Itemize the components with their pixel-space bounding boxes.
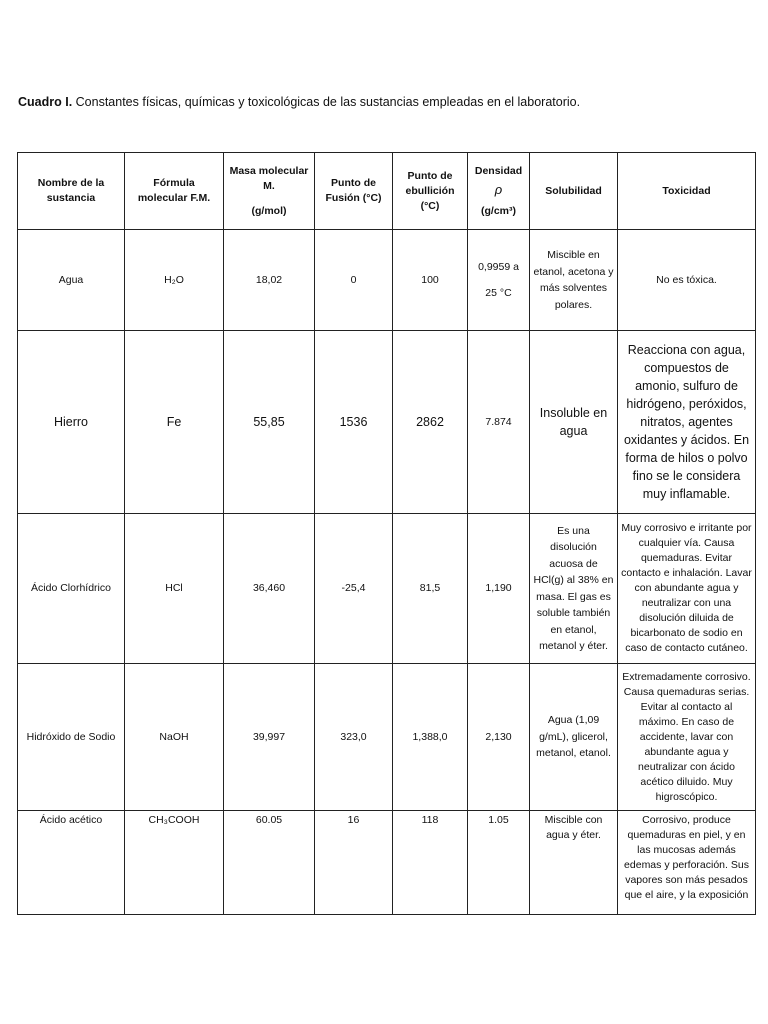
cell-toxicidad: Reacciona con agua, compuestos de amonio, sulfuro de hidrógeno, peróxidos, nitratos, agentes oxidantes y ácidos. En forma de hilos o polvo fino se le considera muy inflamable. — [618, 331, 756, 514]
table-row-acido-clorhidrico — [18, 514, 756, 664]
table-caption — [18, 94, 758, 110]
cell-ebullicion: 100 — [393, 230, 468, 331]
header-nombre: Nombre de la sustancia — [18, 153, 125, 230]
table-row-agua — [18, 230, 756, 331]
cell-densidad: 1.05 — [468, 811, 530, 915]
cell-masa: 55,85 — [224, 331, 315, 514]
cell-fusion: -25,4 — [315, 514, 393, 664]
cell-ebullicion: 118 — [393, 811, 468, 915]
cell-masa: 36,460 — [224, 514, 315, 664]
header-ebullicion: Punto de ebullición (°C) — [393, 153, 468, 230]
cell-solubilidad: Insoluble en agua — [530, 331, 618, 514]
cell-toxicidad: Extremadamente corrosivo. Causa quemaduras serias. Evitar al contacto al máximo. En caso de accidente, lavar con abundante agua y neutralizar con ácido acético diluido. Muy higroscópico. — [618, 664, 756, 811]
header-toxicidad: Toxicidad — [618, 153, 756, 230]
cell-formula: Fe — [125, 331, 224, 514]
cell-densidad-temp: 25 °C — [485, 286, 512, 299]
cell-densidad-value: 0,9959 a — [478, 261, 519, 273]
cell-formula: H₂O — [125, 230, 224, 331]
cell-fusion: 323,0 — [315, 664, 393, 811]
header-densidad — [468, 153, 530, 230]
header-fusion: Punto de Fusión (°C) — [315, 153, 393, 230]
cell-nombre: Hidróxido de Sodio — [18, 664, 125, 811]
header-densidad-label: Densidad — [474, 164, 523, 177]
cell-masa: 18,02 — [224, 230, 315, 331]
cell-nombre: Ácido acético — [18, 811, 125, 915]
header-row — [18, 153, 756, 230]
caption-label: Cuadro I. — [18, 95, 73, 109]
cell-toxicidad: Corrosivo, produce quemaduras en piel, y en las mucosas además edemas y perforación. Sus vapores son más pesados que el aire, y la exposición — [618, 811, 756, 915]
header-solubilidad: Solubilidad — [530, 153, 618, 230]
cell-solubilidad: Miscible con agua y éter. — [530, 811, 618, 915]
cell-nombre: Agua — [18, 230, 125, 331]
cell-densidad: 2,130 — [468, 664, 530, 811]
cell-ebullicion: 2862 — [393, 331, 468, 514]
cell-ebullicion: 1,388,0 — [393, 664, 468, 811]
table-row-hidroxido-de-sodio — [18, 664, 756, 811]
rho-symbol: ρ — [494, 181, 503, 197]
header-masa — [224, 153, 315, 230]
cell-fusion: 1536 — [315, 331, 393, 514]
cell-masa: 60.05 — [224, 811, 315, 915]
cell-nombre: Ácido Clorhídrico — [18, 514, 125, 664]
cell-solubilidad: Miscible en etanol, acetona y más solventes polares. — [530, 230, 618, 331]
cell-solubilidad: Agua (1,09 g/mL), glicerol, metanol, etanol. — [530, 664, 618, 811]
cell-formula: HCl — [125, 514, 224, 664]
header-masa-label: Masa molecular M. — [229, 164, 309, 192]
cell-solubilidad: Es una disolución acuosa de HCl(g) al 38% en masa. El gas es soluble también en etanol, metanol y éter. — [530, 514, 618, 664]
cell-fusion: 0 — [315, 230, 393, 331]
substances-table — [17, 152, 756, 915]
header-formula: Fórmula molecular F.M. — [125, 153, 224, 230]
cell-masa: 39,997 — [224, 664, 315, 811]
table-row-acido-acetico — [18, 811, 756, 915]
cell-toxicidad: Muy corrosivo e irritante por cualquier vía. Causa quemaduras. Evitar contacto e inhalación. Lavar con abundante agua y neutralizar con una disolución diluida de bicarbonato de sodio en caso de contacto cutáneo. — [618, 514, 756, 664]
table-row-hierro — [18, 331, 756, 514]
header-masa-units: (g/mol) — [251, 204, 287, 217]
cell-fusion: 16 — [315, 811, 393, 915]
cell-densidad — [468, 230, 530, 331]
cell-densidad: 7.874 — [468, 331, 530, 514]
cell-formula: CH₃COOH — [125, 811, 224, 915]
cell-nombre: Hierro — [18, 331, 125, 514]
header-densidad-units: (g/cm³) — [481, 204, 516, 217]
cell-formula: NaOH — [125, 664, 224, 811]
cell-densidad: 1,190 — [468, 514, 530, 664]
cell-ebullicion: 81,5 — [393, 514, 468, 664]
caption-text: Constantes físicas, químicas y toxicológicas de las sustancias empleadas en el laboratorio. — [72, 95, 581, 109]
cell-toxicidad: No es tóxica. — [618, 230, 756, 331]
